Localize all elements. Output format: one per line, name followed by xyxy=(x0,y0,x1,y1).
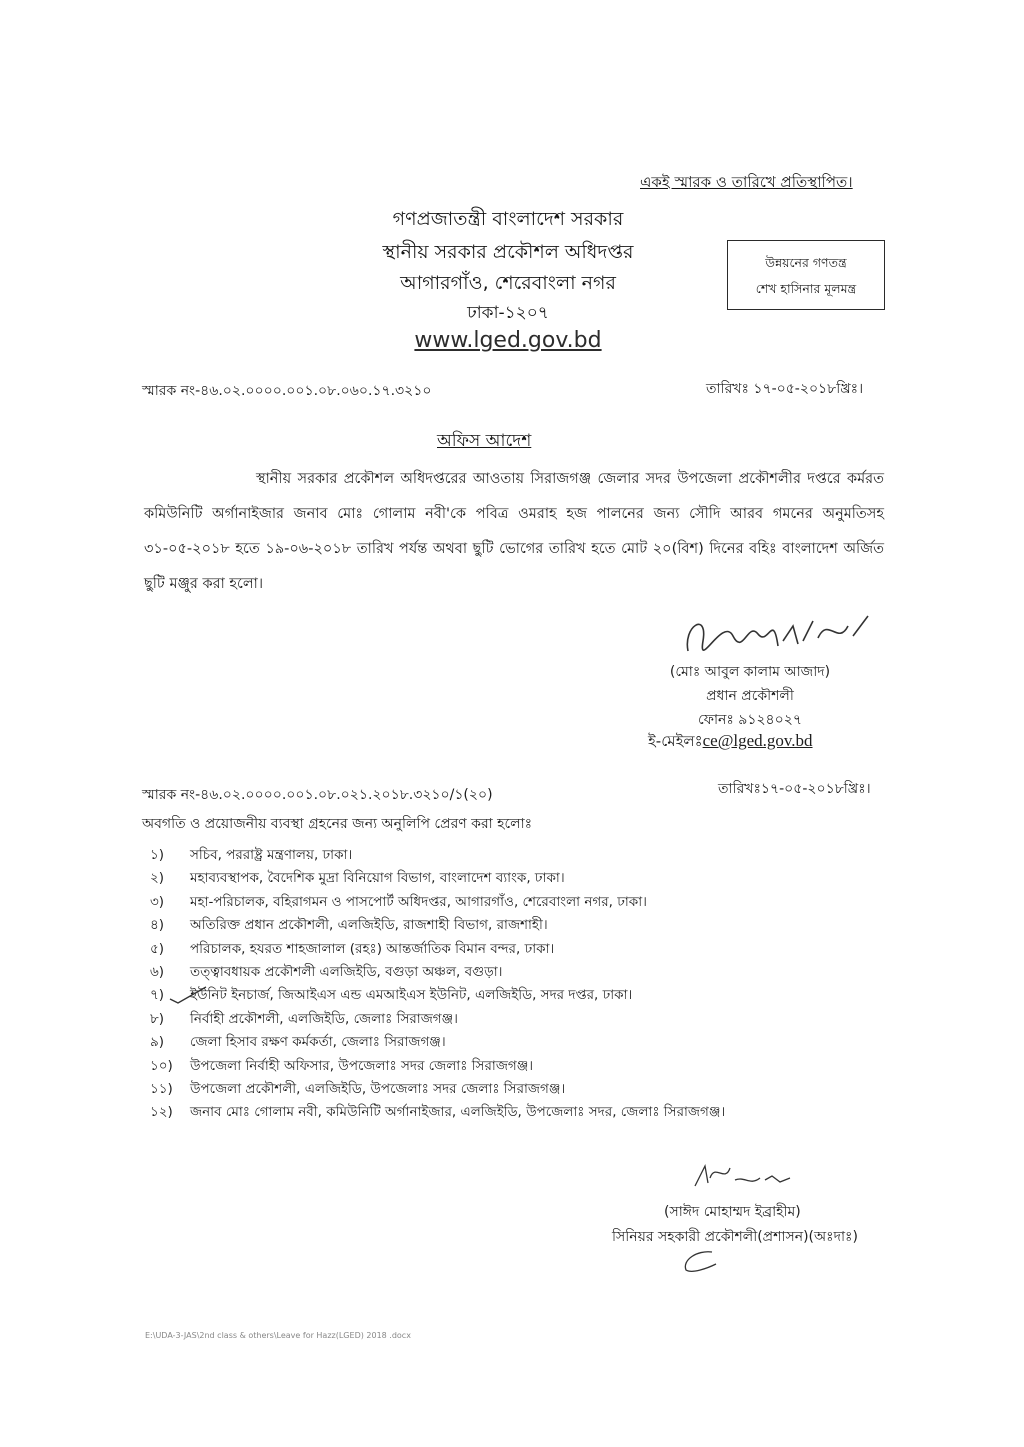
item-text: উপজেলা প্রকৌশলী, এলজিইডি, উপজেলাঃ সদর জেলাঃ সিরাজগঞ্জ। xyxy=(190,1080,566,1097)
signatory-1-email-row xyxy=(648,730,813,755)
item-text: উপজেলা নির্বাহী অফিসার, উপজেলাঃ সদর জেলাঃ সিরাজগঞ্জ। xyxy=(190,1057,534,1074)
item-number: ৩) xyxy=(150,893,165,910)
item-number: ১১) xyxy=(150,1080,173,1097)
item-number: ৮) xyxy=(150,1010,165,1027)
item-text: পরিচালক, হযরত শাহজালাল (রহঃ) আন্তর্জাতিক বিমান বন্দর, ঢাকা। xyxy=(190,940,555,957)
email-link[interactable]: ce@lged.gov.bd xyxy=(702,731,813,750)
signatory-1-name: (মোঃ আবুল কালাম আজাদ) xyxy=(669,664,831,680)
item-text: তত্ত্বাবধায়ক প্রকৌশলী এলজিইডি, বগুড়া অঞ্চল, বগুড়া। xyxy=(190,963,503,980)
header-department: স্থানীয় সরকার প্রকৌশল অধিদপ্তর xyxy=(382,241,634,263)
motto-box xyxy=(727,240,885,310)
list-item xyxy=(150,1101,725,1124)
email-label: ই-মেইলঃ xyxy=(648,732,703,750)
list-item xyxy=(150,914,725,937)
list-item xyxy=(150,891,725,914)
order-body: স্থানীয় সরকার প্রকৌশল অধিদপ্তরের আওতায় সিরাজগঞ্জ জেলার সদর উপজেলা প্রকৌশলীর দপ্তরে কর্মরত কমিউনিটি অর্গানাইজার জনাব মোঃ গোলাম নবী'কে পবিত্র ওমরাহ হজ পালনের জন্য সৌদি আরব গমনের অনুমতিসহ ৩১-০৫-২০১৮ হতে ১৯-০৬-২০১৮ তারিখ পর্যন্ত অথবা ছুটি ভোগের তারিখ হতে মোট ২০(বিশ) দিনের বহিঃ বাংলাদেশ অর্জিত ছুটি মঞ্জুর করা হলো। xyxy=(144,471,884,592)
item-text: মহা-পরিচালক, বহিরাগমন ও পাসপোর্ট অধিদপ্তর, আগারগাঁও, শেরেবাংলা নগর, ঢাকা। xyxy=(190,893,647,910)
item-number: ৫) xyxy=(150,940,165,957)
item-number: ৭) xyxy=(150,987,165,1004)
item-number: ২) xyxy=(150,870,165,887)
motto-line-1: উন্নয়নের গণতন্ত্র xyxy=(765,255,847,270)
memo-date-1: তারিখঃ ১৭-০৫-২০১৮খ্রিঃ। xyxy=(706,381,864,397)
list-item xyxy=(150,1078,725,1101)
list-item xyxy=(150,1055,725,1078)
replacement-note: একই স্মারক ও তারিখে প্রতিস্থাপিত। xyxy=(640,173,853,191)
header-location: আগারগাঁও, শেরেবাংলা নগর xyxy=(400,272,616,294)
list-item xyxy=(150,938,725,961)
list-item xyxy=(150,844,725,867)
item-number: ১০) xyxy=(150,1057,173,1074)
motto-line-2: শেখ হাসিনার মূলমন্ত্র xyxy=(755,281,857,296)
signatory-1-title: প্রধান প্রকৌশলী xyxy=(706,688,794,704)
item-number: ১) xyxy=(150,847,165,863)
item-text: জনাব মোঃ গোলাম নবী, কমিউনিটি অর্গানাইজার, এলজিইডি, উপজেলাঃ সদর, জেলাঃ সিরাজগঞ্জ। xyxy=(190,1104,726,1121)
order-title: অফিস আদেশ xyxy=(437,431,532,451)
list-item xyxy=(150,867,725,890)
item-number: ৪) xyxy=(150,917,165,934)
signatory-1-block xyxy=(640,660,860,732)
footer-file-path: E:\UDA-3-JAS\2nd class & others\Leave for Hazz(LGED) 2018 .docx xyxy=(145,1331,411,1340)
memo-reference-1: স্মারক নং-৪৬.০২.০০০০.০০১.০৮.০৬০.১৭.৩২১০ xyxy=(142,383,432,399)
memo-reference-2: স্মারক নং-৪৬.০২.০০০০.০০১.০৮.০২১.২০১৮.৩২১০/১(২০) xyxy=(142,787,493,803)
initial-mark xyxy=(672,1246,722,1276)
item-number: ৯) xyxy=(150,1034,165,1051)
signatory-2-title: সিনিয়র সহকারী প্রকৌশলী(প্রশাসন)(অঃদাঃ) xyxy=(612,1229,858,1245)
item-text: সচিব, পররাষ্ট্র মন্ত্রণালয়, ঢাকা। xyxy=(190,847,353,863)
list-item xyxy=(150,961,725,984)
list-item xyxy=(150,1031,725,1054)
item-text: জেলা হিসাব রক্ষণ কর্মকর্তা, জেলাঃ সিরাজগঞ্জ। xyxy=(190,1034,446,1051)
item-number: ৬) xyxy=(150,963,165,980)
item-text: নির্বাহী প্রকৌশলী, এলজিইডি, জেলাঃ সিরাজগঞ্জ। xyxy=(190,1010,458,1027)
memo-date-2: তারিখঃ১৭-০৫-২০১৮খ্রিঃ। xyxy=(718,781,871,797)
recipient-list xyxy=(150,844,725,1125)
list-item xyxy=(150,984,725,1007)
header-government: গণপ্রজাতন্ত্রী বাংলাদেশ সরকার xyxy=(392,208,624,230)
list-item xyxy=(150,1008,725,1031)
item-text: ইউনিট ইনচার্জ, জিআইএস এন্ড এমআইএস ইউনিট, এলজিইডি, সদর দপ্তর, ঢাকা। xyxy=(190,987,633,1004)
signature-senior-assistant-engineer xyxy=(690,1158,800,1192)
signatory-2-name: (সাঈদ মোহাম্মদ ইব্রাহীম) xyxy=(664,1204,801,1220)
copy-intro: অবগতি ও প্রয়োজনীয় ব্যবস্থা গ্রহনের জন্য অনুলিপি প্রেরণ করা হলোঃ xyxy=(142,816,533,832)
item-text: অতিরিক্ত প্রধান প্রকৌশলী, এলজিইডি, রাজশাহী বিভাগ, রাজশাহী। xyxy=(190,917,548,934)
check-mark-icon xyxy=(168,985,208,1005)
website-link[interactable]: www.lged.gov.bd xyxy=(414,328,602,353)
item-number: ১২) xyxy=(150,1104,173,1121)
signatory-1-phone: ফোনঃ ৯১২৪০২৭ xyxy=(698,712,802,728)
item-text: মহাব্যবস্থাপক, বৈদেশিক মুদ্রা বিনিয়োগ বিভাগ, বাংলাদেশ ব্যাংক, ঢাকা। xyxy=(190,870,565,887)
signature-chief-engineer xyxy=(678,606,878,666)
header-city: ঢাকা-১২০৭ xyxy=(467,303,549,323)
